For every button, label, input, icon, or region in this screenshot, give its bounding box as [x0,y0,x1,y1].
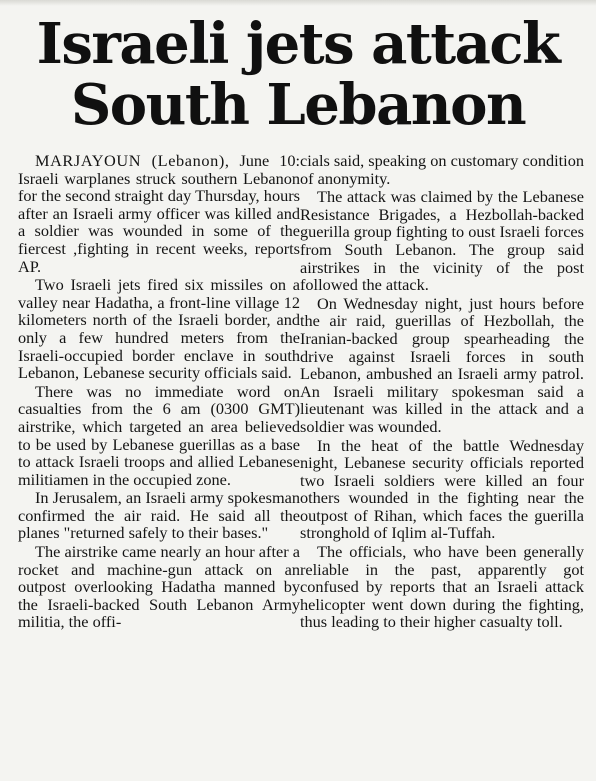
body-paragraph: In Jerusalem, an Israeli army spokesman confirmed the air raid. He said all the planes "returned safely to their bases." [18,488,300,543]
headline-line-1: Israeli jets attack [36,11,560,77]
headline [0,11,596,138]
body-paragraph: cials said, speaking on customary condition of anonymity. [300,151,584,188]
article-column-right [300,152,584,632]
clipping-top-edge [0,0,596,6]
dateline: MARJAYOUN (Lebanon), [35,151,230,170]
column-divider [292,156,293,768]
body-paragraph: The airstrike came nearly an hour after a rocket and machine-gun attack on an outpost overlooking Hadatha manned by the Israeli-backed South Lebanon Army militia, the offi- [18,542,300,632]
body-paragraph: On Wednesday night, just hours before the air raid, guerillas of Hezbollah, the Iranian-backed group spearheading the drive against Israeli forces in south Lebanon, ambushed an Israeli army patrol. An Israeli military spokesman said a lieutenant was killed in the attack and a soldier was wounded. [300,293,584,436]
body-paragraph: The officials, who have been generally reliable in the past, apparently got confused by reports that an Israeli attack helicopter went down during the fighting, thus leading to their higher casualty toll. [300,542,584,632]
body-paragraph: In the heat of the battle Wednesday night, Lebanese security officials reported two Israeli soldiers were killed an four others wounded in the fighting near the outpost of Rihan, which faces the guerilla stronghold of Iqlim al-Tuffah. [300,435,584,543]
body-paragraph: There was no immediate word on casualties from the 6 am (0300 GMT) airstrike, which targeted an area believed to be used by Lebanese guerillas as a base to attack Israeli troops and allied Lebanese militiamen in the occupied zone. [18,381,300,489]
article-column-left [18,152,300,632]
body-paragraph: June 10: Israeli warplanes struck southern Lebanon for the second straight day Thursday, hours after an Israeli army officer was killed and a soldier was wounded in some of the fiercest ,fighting in recent weeks, reports AP. [18,151,300,276]
dateline-paragraph [18,152,300,275]
body-paragraph: The attack was claimed by the Lebanese Resistance Brigades, a Hezbollah-backed guerilla group fighting to oust Israeli forces from South Lebanon. The group said airstrikes in the vicinity of the post followed the attack. [300,187,584,295]
headline-line-2: South Lebanon [70,72,526,138]
body-paragraph: Two Israeli jets fired six missiles on a valley near Hadatha, a front-line village 12 kilometers north of the Israeli border, and only a few hundred meters from the Israeli-occupied border enclave in south Lebanon, Lebanese security officials said. [18,275,300,383]
